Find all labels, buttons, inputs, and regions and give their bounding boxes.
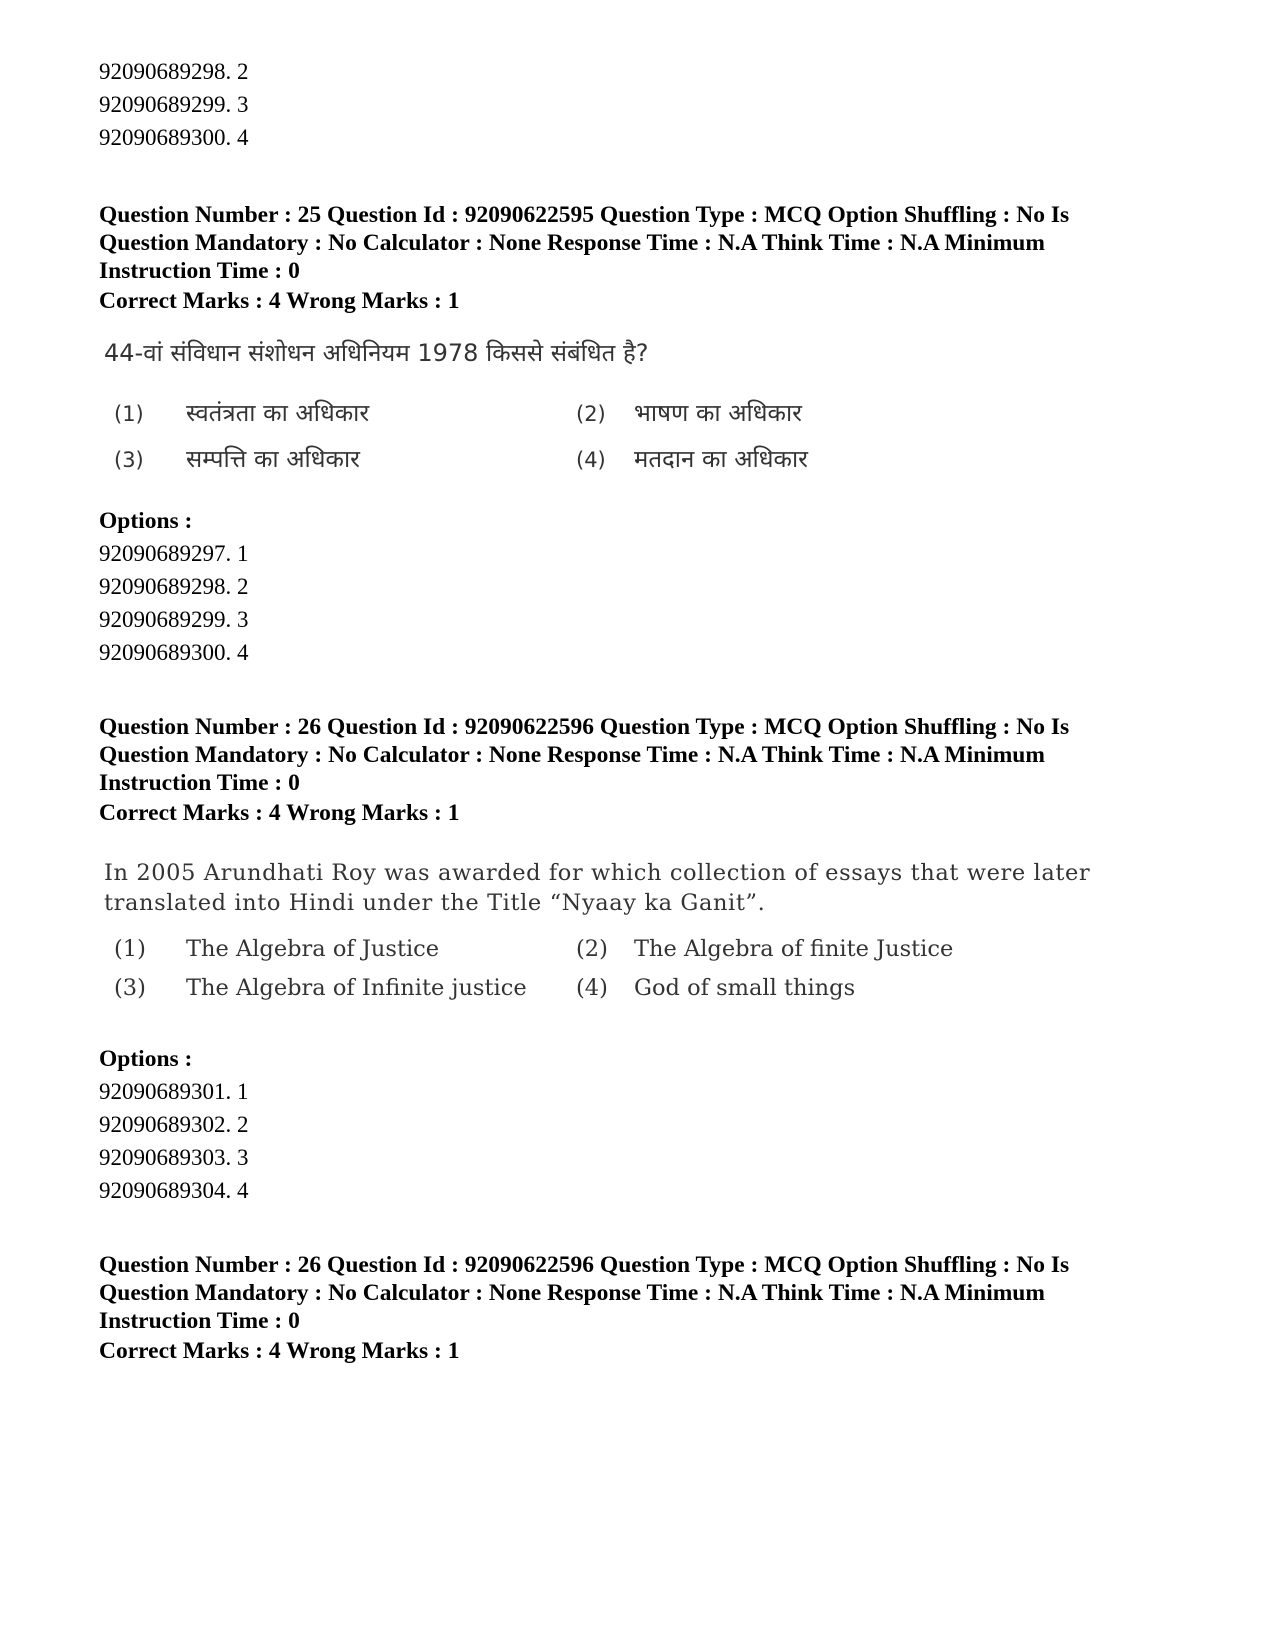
- choice-item: [576, 975, 855, 1001]
- option-line: 92090689300. 4: [99, 640, 249, 665]
- choice-text: स्वतंत्रता का अधिकार: [186, 399, 370, 427]
- option-line: 92090689299. 3: [99, 607, 249, 632]
- choice-item: [114, 975, 527, 1001]
- question-meta-line: Question Mandatory : No Calculator : None Response Time : N.A Think Time : N.A Minimum: [99, 230, 1045, 256]
- choice-text: The Algebra of finite Justice: [634, 936, 954, 962]
- question-text: In 2005 Arundhati Roy was awarded for which collection of essays that were later translated into Hindi under the Title “Nyaay ka Ganit”.: [104, 860, 1091, 916]
- options-label: Options :: [99, 1046, 193, 1072]
- choice-number: (1): [114, 936, 146, 962]
- choice-number: (4): [576, 975, 608, 1001]
- option-line: 92090689298. 2: [99, 574, 249, 599]
- option-line: 92090689302. 2: [99, 1112, 249, 1137]
- question-meta-line: Instruction Time : 0: [99, 1308, 300, 1334]
- question-meta: [99, 1251, 1199, 1335]
- question-meta: [99, 713, 1199, 797]
- choice-number: (2): [576, 402, 606, 426]
- choice-item: [114, 442, 360, 475]
- choice-text: सम्पत्ति का अधिकार: [186, 445, 360, 473]
- question-meta-line: Instruction Time : 0: [99, 258, 300, 284]
- choice-text: God of small things: [634, 975, 856, 1001]
- question-meta-line: Question Number : 26 Question Id : 92090622596 Question Type : MCQ Option Shuffling : No Is: [99, 1252, 1070, 1278]
- question-meta-line: Question Mandatory : No Calculator : None Response Time : N.A Think Time : N.A Minimum: [99, 1280, 1045, 1306]
- choice-number: (3): [114, 448, 144, 472]
- marks-line: Correct Marks : 4 Wrong Marks : 1: [99, 1338, 460, 1364]
- option-line: 92090689299. 3: [99, 92, 249, 117]
- question-meta-line: Question Number : 26 Question Id : 92090622596 Question Type : MCQ Option Shuffling : No Is: [99, 714, 1070, 740]
- question-meta-line: Instruction Time : 0: [99, 770, 300, 796]
- option-line: 92090689297. 1: [99, 541, 249, 566]
- option-line: 92090689304. 4: [99, 1178, 249, 1203]
- options-label: Options :: [99, 508, 193, 534]
- question-image: [104, 858, 1114, 1018]
- choice-text: The Algebra of Infinite justice: [186, 975, 527, 1001]
- question-meta: [99, 201, 1199, 285]
- option-line: 92090689303. 3: [99, 1145, 249, 1170]
- choice-number: (4): [576, 448, 606, 472]
- choice-text: The Algebra of Justice: [186, 936, 440, 962]
- question-text: 44-वां संविधान संशोधन अधिनियम 1978 किससे संबंधित है?: [104, 339, 649, 367]
- choice-number: (1): [114, 402, 144, 426]
- choice-text: मतदान का अधिकार: [634, 445, 808, 473]
- question-meta-line: Question Mandatory : No Calculator : None Response Time : N.A Think Time : N.A Minimum: [99, 742, 1045, 768]
- choice-item: [576, 396, 802, 429]
- question-image: [104, 338, 1104, 488]
- choice-number: (2): [576, 936, 608, 962]
- choice-item: [114, 396, 369, 429]
- choice-item: [114, 936, 439, 962]
- choice-text: भाषण का अधिकार: [634, 399, 802, 427]
- marks-line: Correct Marks : 4 Wrong Marks : 1: [99, 800, 460, 826]
- choice-item: [576, 442, 808, 475]
- marks-line: Correct Marks : 4 Wrong Marks : 1: [99, 288, 460, 314]
- choice-item: [576, 936, 953, 962]
- option-line: 92090689300. 4: [99, 125, 249, 150]
- option-line: 92090689301. 1: [99, 1079, 249, 1104]
- question-meta-line: Question Number : 25 Question Id : 92090622595 Question Type : MCQ Option Shuffling : No Is: [99, 202, 1070, 228]
- option-line: 92090689298. 2: [99, 59, 249, 84]
- choice-number: (3): [114, 975, 146, 1001]
